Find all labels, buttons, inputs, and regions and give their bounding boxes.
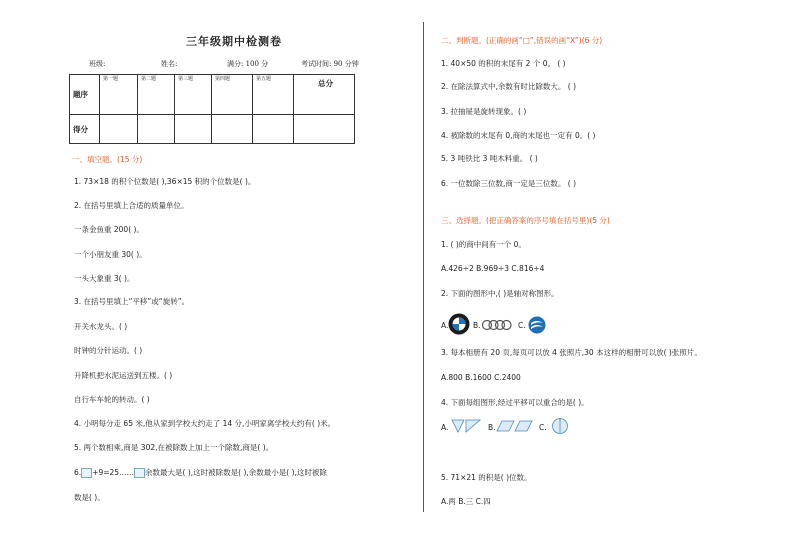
option-c-label: C.	[539, 423, 547, 432]
question-text: 1. ( )的商中间有一个 0。	[441, 240, 526, 249]
question-text: 数是( )。	[74, 493, 105, 502]
circle-halves-icon	[551, 417, 569, 435]
question-text: 3. 拉抽屉是旋转现象。( )	[441, 107, 527, 116]
question-text: 5. 71×21 的积是( )位数。	[441, 473, 532, 482]
question-text: 一头大象重 3( )。	[74, 274, 135, 283]
table-header: 第五题	[253, 75, 294, 115]
question-text	[74, 468, 327, 478]
class-field-label: 班级:	[89, 60, 106, 68]
table-header: 第四题	[212, 75, 253, 115]
table-total-header: 总分	[294, 75, 355, 115]
question-text: 自行车车轮的转动。( )	[74, 395, 150, 404]
score-cell[interactable]	[175, 115, 212, 144]
answer-options: A.426÷2 B.969÷3 C.816÷4	[441, 264, 545, 273]
question-text: 3. 在括号里填上“平移”或“旋转”。	[74, 297, 190, 306]
option-c-label: C.	[518, 321, 526, 330]
question-text: 6. 一位数除三位数,商一定是三位数。 ( )	[441, 179, 577, 188]
option-b-label: B.	[488, 423, 496, 432]
table-header: 第二题	[138, 75, 175, 115]
question-text: 4. 小明每分走 65 米,他从家到学校大约走了 14 分,小明家离学校大约有( )米。	[74, 419, 336, 428]
score-table	[69, 74, 355, 144]
question-text: 5. 两个数相乘,商是 302,在被除数上加上一个除数,商是( )。	[74, 443, 274, 452]
question-text-part: +9=25……	[92, 468, 135, 477]
question-text: 一个小朋友重 30( )。	[74, 250, 147, 259]
question-text: 升降机把水泥运送到五楼。( )	[74, 371, 173, 380]
name-field-label: 姓名:	[161, 60, 178, 68]
question-text-part: 余数最大是( ),这时被除数是( ),余数最小是( ),这时被除	[145, 468, 327, 477]
triangles-icon	[450, 418, 482, 434]
score-cell[interactable]	[294, 115, 355, 144]
blank-box[interactable]	[134, 468, 145, 478]
question-text: 时钟的分针运动。( )	[74, 346, 143, 355]
four-rings-icon	[481, 319, 513, 331]
option-a-label: A.	[441, 321, 449, 330]
section-heading: 三、选择题。(把正确答案的序号填在括号里)(5 分)	[441, 216, 610, 225]
score-cell[interactable]	[253, 115, 294, 144]
option-a-label: A.	[441, 423, 449, 432]
section-heading: 一、填空题。(15 分)	[72, 155, 143, 164]
question-text: 3. 每本相册有 20 页,每页可以放 4 张照片,30 本这样的相册可以放( )张照片。	[441, 348, 702, 357]
parallelograms-icon	[496, 419, 534, 433]
question-text: 1. 40×50 的积的末尾有 2 个 0。 ( )	[441, 59, 566, 68]
score-cell[interactable]	[138, 115, 175, 144]
question-text: 4. 被除数的末尾有 0,商的末尾也一定有 0。( )	[441, 131, 596, 140]
china-mobile-logo-icon	[528, 316, 546, 334]
full-score-label: 满分: 100 分	[227, 60, 269, 68]
bmw-logo-icon	[448, 313, 470, 335]
score-cell[interactable]	[100, 115, 138, 144]
answer-options: A.800 B.1600 C.2400	[441, 373, 521, 382]
question-text: 一条金鱼重 200( )。	[74, 225, 144, 234]
question-text: 1. 73×18 的积个位数是( ),36×15 积的个位数是( )。	[74, 177, 256, 186]
score-cell[interactable]	[212, 115, 253, 144]
question-text: 2. 在括号里填上合适的质量单位。	[74, 201, 189, 210]
question-text: 开关水龙头。( )	[74, 322, 128, 331]
question-text: 2. 下面的图形中,( )是轴对称图形。	[441, 289, 559, 298]
table-header: 第一题	[100, 75, 138, 115]
table-row-label: 得分	[70, 115, 100, 144]
exam-time-label: 考试时间: 90 分钟	[301, 60, 359, 68]
question-text: 2. 在除法算式中,余数有时比除数大。 ( )	[441, 82, 577, 91]
question-text: 4. 下面每组图形,经过平移可以重合的是( )。	[441, 398, 589, 407]
answer-options: A.两 B.三 C.四	[441, 497, 491, 506]
option-b-label: B.	[473, 321, 481, 330]
question-number: 6.	[74, 468, 82, 477]
blank-box[interactable]	[81, 468, 92, 478]
section-heading: 二、判断题。(正确的画“□”,错误的画“X”)(6 分)	[441, 36, 603, 45]
question-text: 5. 3 吨铁比 3 吨木料重。 ( )	[441, 154, 538, 163]
column-divider	[423, 22, 424, 512]
page-title: 三年级期中检测卷	[186, 35, 282, 48]
table-header: 第三题	[175, 75, 212, 115]
table-row-label: 题序	[70, 75, 100, 115]
